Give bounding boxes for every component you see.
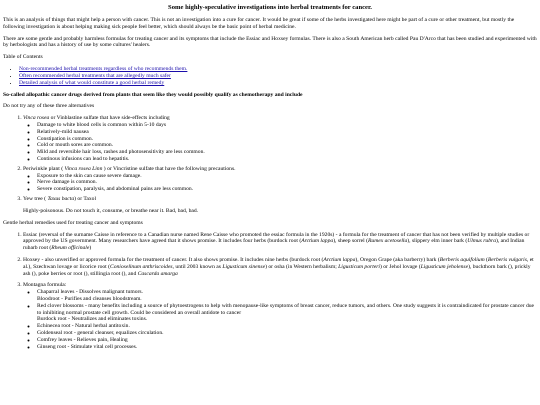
toc-link-detailed-analysis[interactable]: Detailed analysis of what would constitute a good herbal remedy [19,79,165,86]
precautions-list [23,173,537,193]
list-item: ◦ Constipation is common. [37,136,537,143]
gentle-remedies-list [3,232,537,351]
latin-name: Vinca rosea [23,115,50,122]
allopathic-list [3,115,537,203]
item-text: , until 2003 known as [172,263,223,270]
item-text: Essiac (reversal of the surname Caisse in reference to a Canadian nurse named Rene Caisse who promoted the essiac formula in the 1920s) - a formula for the treatment of cancer that has not been verified by multiple studies or approved by the US government. Many researchers have agreed that it shows promise. It includes four herbs (burdock root ( [23,231,530,245]
latin-name: Taxus bacta [47,196,75,203]
list-item: ◦ Damage to white blood cells is common within 5-10 days [37,122,537,129]
latin-name: Vinca rosea Linn [64,165,103,172]
latin-name: Ulmus rubra [467,238,496,245]
toc-item [19,73,537,80]
list-item: ◦ Cold or mouth sores are common. [37,142,537,149]
latin-name: Ligusticum jeholense [420,263,469,270]
herb-subtext: Bloodroot - Purifies and cleanses bloodstream. [37,296,142,303]
list-item [23,196,537,203]
item-text: ) or Jehol lovage ( [379,263,421,270]
intro-paragraph-2: There are some gentle and probably harmless formulas for treating cancer and its symptoms that include the Essiac and Hoxsey formulas. There is also a South American herb called Pau D'Arco that has been studied and experimented with by herbologists and has a history of use by some cultures' healers. [3,35,537,49]
side-effects-list [23,122,537,163]
item-text: or Vinblastine sulfate that have side-effects including [49,115,170,122]
item-text: Hoxsey - also unverified or approved formula for the treatment of cancer. It also shows promise. It includes nine herbs (burdock root ( [23,256,324,263]
item-text: ), Oregon Grape (aka barberry) bark ( [355,256,440,263]
latin-name: Arctium lappa [301,238,334,245]
list-item: ◦ Mild and reversible hair loss, rashes and photosensitivity are less common. [37,149,537,156]
latin-name: Ligusticum porteri [338,263,380,270]
latin-name: Berberis aquifolium [439,256,485,263]
latin-name: Arctium lappa [323,256,356,263]
list-item: ◦ Relatively-mild nausea [37,129,537,136]
list-item-montagna [23,282,537,350]
toc-item [19,80,537,87]
section-heading-gentle: Gentle herbal remedies used for treating cancer and symptoms [3,219,143,226]
list-item: ◦ Comfrey leaves - Relieves pain, Healing [37,337,537,344]
list-item [23,166,537,193]
list-item [23,115,537,163]
item-text: Yew tree ( [23,196,48,203]
table-of-contents [3,66,537,86]
latin-name: Rheum officinale [51,245,90,252]
latin-name: Cascarda amarga [137,270,178,277]
item-text: ), and Indian rubarb root ( [23,238,525,252]
list-item [37,289,537,303]
list-item: ◦ Goldenseal root - general cleanser, equalizes circulation. [37,330,537,337]
list-item [37,303,537,323]
toc-heading: Table of Contents [3,54,43,61]
item-text: , et al.), Szechwan lovage or licorice root ( [23,256,534,270]
list-item: ◦ Continous infusions can lead to hepatitis. [37,156,537,163]
list-item: ◦ Exposure to the skin can cause severe damage. [37,173,537,180]
item-text: Periwinkle plant ( [23,165,65,172]
item-text: ), sheep sorrel ( [333,238,368,245]
item-text: ( [484,256,488,263]
toc-link-often-recommended[interactable]: Often recommended herbal treatments that are allegedly much safer [19,72,171,79]
item-text: ), slippery elm inner bark ( [407,238,468,245]
list-item: ◦ Nerve damage is common. [37,179,537,186]
list-item-essiac [23,232,537,252]
herb-subtext: Burdock root - Neutralizes and eliminates toxins. [37,316,148,323]
intro-paragraph-1: This is an analysis of things that might help a person with cancer. This is not an investigation into a cure for cancer. It would be great if some of the herbs investigated here might be part of a cure or other treatment, but mostly the following investigation is about helping making sick people feel better, which should always be the basic point of herbal medicine. [3,17,515,30]
item-text: ), buckthorn bark (), prickly ash (), poke berries or root (), stillingia root (), and [23,263,531,277]
montagna-herbs-list [23,289,537,350]
herb-text: Red clover blossoms - many benefits including a source of phytoestrogens to help with menopause-like symptoms of breast cancer, reduce tumors, and others. One study suggests it is contraindicated for prostate cancer due to inhibiting normal prostate cell growth. Could be considered an overall antidote to cancer [37,302,535,316]
section-note: Do not try any of these three alternatives [3,103,95,110]
latin-name: Berberis vulgaris [487,256,527,263]
list-item: ◦ Severe constipation, paralysis, and abdominal pains are less common. [37,186,537,193]
item-text: ) or Taxol [74,196,97,203]
section-heading-allopathic: So-called allopathic cancer drugs derived from plants that seem like they would possibly qualify as chemotherapy and include [3,91,303,98]
list-item-hoxsey [23,257,537,277]
item-text: ) [89,245,92,252]
warning-text: Highly-poisonous. Do not touch it, consume, or breathe near it. Bad, bad, bad. [23,207,199,214]
herb-text: Chaparral leaves - Dissolves malignant tumors. [37,289,143,296]
latin-name: Rumex acetosella [367,238,408,245]
item-text: ) or Vincristine sulfate that have the following precautions. [102,165,236,172]
item-text: Montagna formula: [23,282,67,289]
page-title: Some highly-speculative investigations into herbal treatments for cancer. [168,4,372,11]
item-text: ) or osha (in Western herbalism; [265,263,339,270]
latin-name: Conioselinum anthriscoides [109,263,173,270]
toc-item [19,66,537,73]
list-item: ◦ Echinecea root - Natural herbal antitoxin. [37,323,537,330]
toc-link-non-recommended[interactable]: Non-recommended herbal treatments regardless of who recommends them. [19,66,188,73]
latin-name: Ligusticum sinense [222,263,266,270]
list-item: ◦ Ginseng root - Stimulate vital cell processes. [37,344,537,351]
